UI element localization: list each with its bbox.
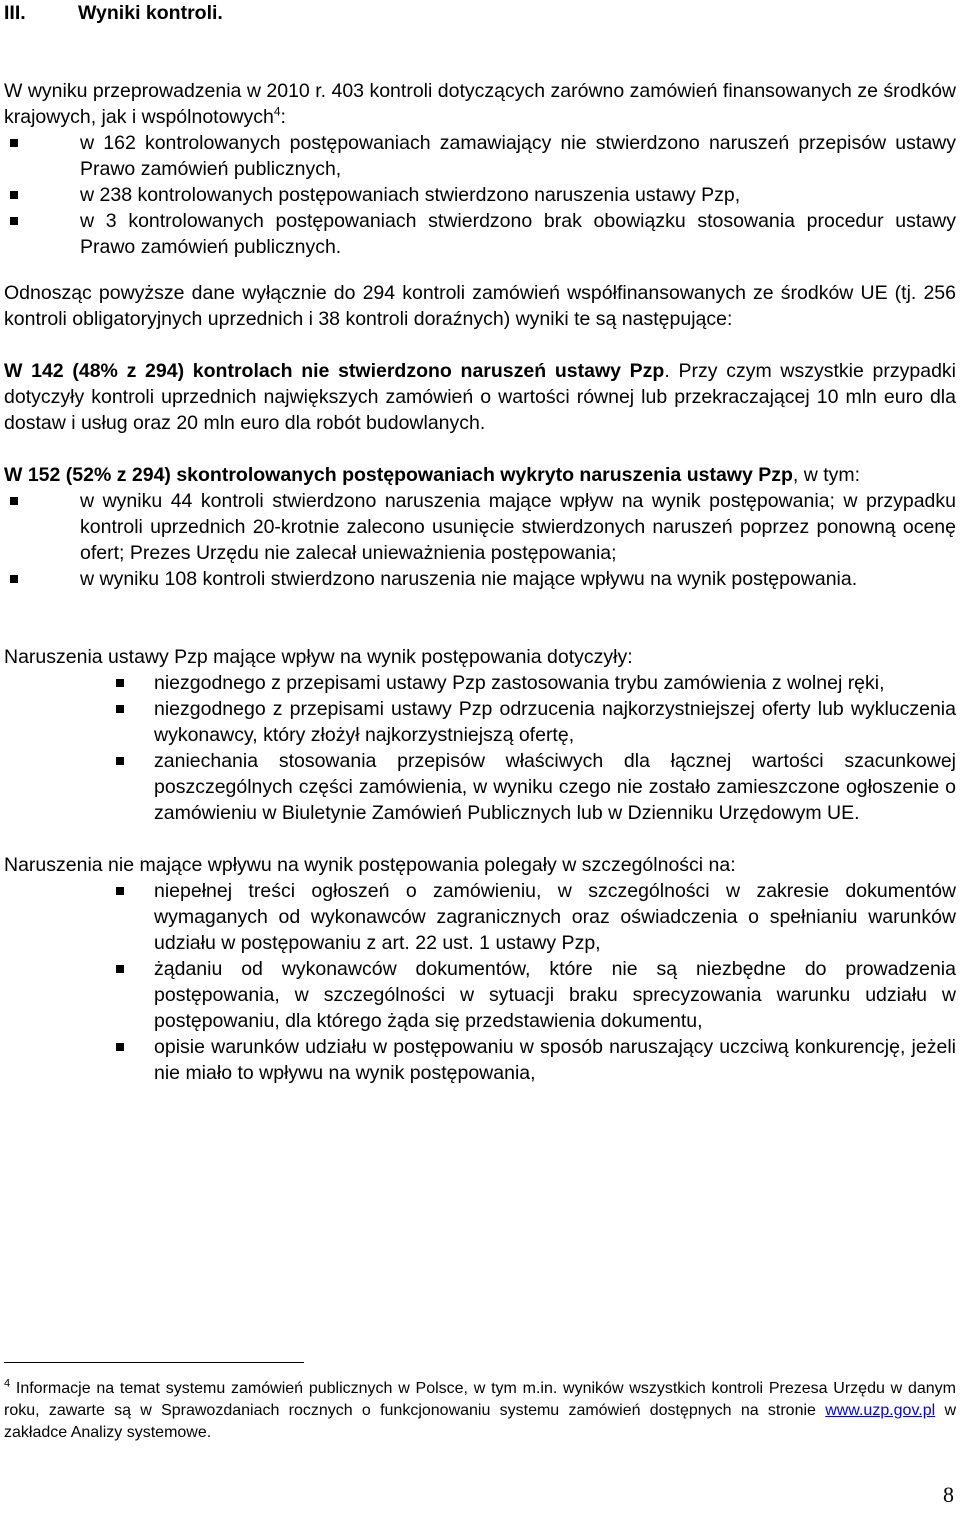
intro-paragraph: W wyniku przeprowadzenia w 2010 r. 403 kontroli dotyczących zarówno zamówień finansowanych ze środków krajowych, jak i wspólnotowych$^4$: [4, 80, 956, 128]
list-item: opisie warunków udziału w postępowaniu w sposób naruszający uczciwą konkurencję, jeżeli nie miało to wpływu na wynik postępowania, [4, 1034, 956, 1086]
list-item: w 3 kontrolowanych postępowaniach stwierdzono brak obowiązku stosowania procedur ustawy Prawo zamówień publicznych. [4, 208, 956, 260]
footnote-separator [4, 1362, 304, 1363]
document-page [4, 0, 956, 1086]
eu-paragraph: Odnosząc powyższe dane wyłącznie do 294 kontroli zamówień współfinansowanych ze środków UE (tj. 256 kontroli obligatoryjnych uprzednich i 38 kontroli doraźnych) wyniki te są następujące: [4, 282, 956, 330]
list-item: żądaniu od wykonawców dokumentów, które nie są niezbędne do prowadzenia postępowania, w szczególności w sytuacji braku sprecyzowania warunku udziału w postępowaniu, dla którego żąda się przedstawienia dokumentu, [4, 956, 956, 1034]
violations-list [4, 488, 956, 592]
intro-results-list [4, 130, 956, 260]
section-title: Wyniki kontroli. [78, 2, 223, 24]
footnote-number: 4 [4, 1377, 11, 1390]
footnote-link[interactable]: www.uzp.gov.pl [825, 1402, 936, 1419]
list-item: niezgodnego z przepisami ustawy Pzp zastosowania trybu zamówienia z wolnej ręki, [4, 670, 956, 696]
affecting-list [4, 670, 956, 826]
section-number: III. [4, 2, 26, 24]
not-affecting-intro: Naruszenia nie mające wpływu na wynik postępowania polegały w szczególności na: [4, 854, 736, 876]
list-item: niepełnej treści ogłoszeń o zamówieniu, w szczególności w zakresie dokumentów wymaganych od wykonawców zagranicznych oraz oświadczenia o spełnianiu warunków udziału w postępowaniu z art. 22 ust. 1 ustawy Pzp, [4, 878, 956, 956]
footnote-reference: 4 [273, 104, 281, 119]
footnote-text: Informacje na temat systemu zamówień publicznych w Polsce, w tym m.in. wyników wszystkich kontroli Prezesa Urzędu w danym roku, zawarte są w Sprawozdaniach rocznych o funkcjonowaniu systemu zamówień dostępnych na stronie [4, 1380, 956, 1419]
footnote [4, 1378, 956, 1444]
page-number: 8 [943, 1482, 954, 1507]
list-item: w wyniku 108 kontroli stwierdzono naruszenia nie mające wpływu na wynik postępowania. [4, 566, 956, 592]
not-affecting-list [4, 878, 956, 1086]
list-item: w wyniku 44 kontroli stwierdzono naruszenia mające wpływ na wynik postępowania; w przypadku kontroli uprzednich 20-krotnie zalecono usunięcie stwierdzonych naruszeń poprzez ponowną ocenę ofert; Prezes Urzędu nie zalecał unieważnienia postępowania; [4, 488, 956, 566]
section-heading [4, 0, 956, 26]
list-item: w 162 kontrolowanych postępowaniach zamawiający nie stwierdzono naruszeń przepisów ustawy Prawo zamówień publicznych, [4, 130, 956, 182]
violations-paragraph: W 152 (52% z 294) skontrolowanych postępowaniach wykryto naruszenia ustawy Pzp, w tym: [4, 464, 861, 486]
no-violations-summary: W 142 (48% z 294) kontrolach nie stwierdzono naruszeń ustawy Pzp [4, 360, 665, 382]
violations-summary: W 152 (52% z 294) skontrolowanych postępowaniach wykryto naruszenia ustawy Pzp [4, 464, 793, 486]
no-violations-paragraph: W 142 (48% z 294) kontrolach nie stwierdzono naruszeń ustawy Pzp. Przy czym wszystkie przypadki dotyczyły kontroli uprzednich największych zamówień o wartości równej lub przekraczającej 10 mln euro dla dostaw i usług oraz 20 mln euro dla robót budowlanych. [4, 360, 956, 434]
list-item: w 238 kontrolowanych postępowaniach stwierdzono naruszenia ustawy Pzp, [4, 182, 956, 208]
list-item: niezgodnego z przepisami ustawy Pzp odrzucenia najkorzystniejszej oferty lub wykluczenia wykonawcy, który złożył najkorzystniejszą ofertę, [4, 696, 956, 748]
affecting-intro: Naruszenia ustawy Pzp mające wpływ na wynik postępowania dotyczyły: [4, 646, 633, 668]
list-item: zaniechania stosowania przepisów właściwych dla łącznej wartości szacunkowej poszczególnych części zamówienia, w wyniku czego nie zostało zamieszczone ogłoszenie o zamówieniu w Biuletynie Zamówień Publicznych lub w Dzienniku Urzędowym UE. [4, 748, 956, 826]
footnote-text-end: w zakładce Analizy systemowe. [4, 1402, 956, 1441]
